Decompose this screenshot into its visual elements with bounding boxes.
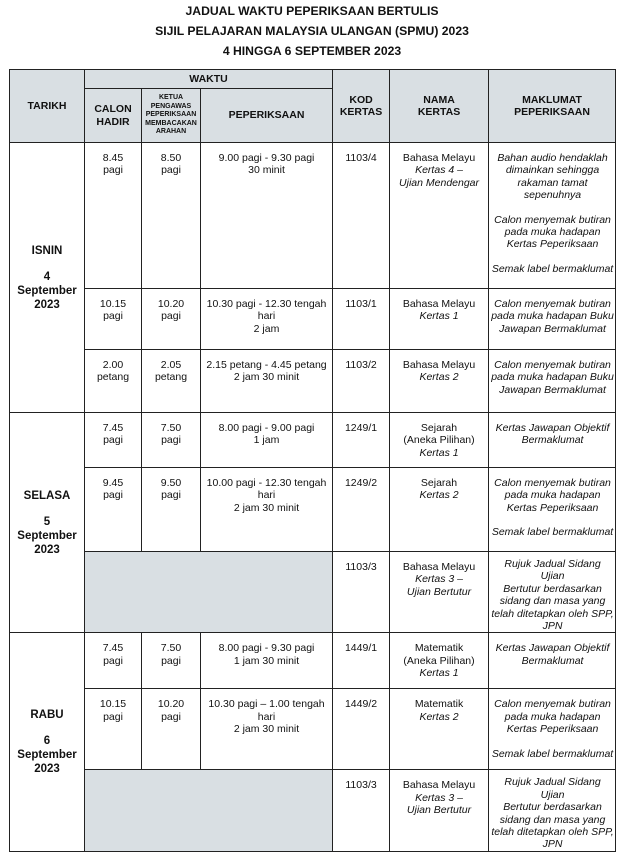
ketua-pengawas-cell: 9.50 pagi (142, 468, 201, 552)
maklumat-cell: Calon menyemak butiran pada muka hadapan Buku Jawapan Bermaklumat (489, 350, 616, 413)
header-ketua-pengawas: KETUA PENGAWAS PEPERIKSAAN MEMBACAKAN ARAHAN (142, 89, 201, 143)
kod-kertas-cell: 1103/1 (333, 289, 390, 350)
table-row (10, 289, 616, 350)
ketua-pengawas-cell: 10.20 pagi (142, 289, 201, 350)
empty-time-cell (85, 552, 333, 633)
nama-kertas-cell: Bahasa Melayu Kertas 1 (390, 289, 489, 350)
maklumat-cell: Rujuk Jadual Sidang Ujian Bertutur berdasarkan sidang dan masa yang telah ditetapkan oleh SPP, JPN (489, 770, 616, 851)
nama-kertas-cell: Bahasa Melayu Kertas 3 – Ujian Bertutur (390, 552, 489, 633)
nama-kertas-cell: Bahasa Melayu Kertas 2 (390, 350, 489, 413)
maklumat-cell: Rujuk Jadual Sidang Ujian Bertutur berdasarkan sidang dan masa yang telah ditetapkan oleh SPP, JPN (489, 552, 616, 633)
header-peperiksaan: PEPERIKSAAN (201, 89, 333, 143)
header-kod-kertas: KOD KERTAS (333, 70, 390, 143)
nama-kertas-cell: Sejarah Kertas 2 (390, 468, 489, 552)
peperiksaan-cell: 9.00 pagi - 9.30 pagi 30 minit (201, 143, 333, 289)
header-waktu: WAKTU (85, 70, 333, 89)
maklumat-cell: Kertas Jawapan Objektif Bermaklumat (489, 413, 616, 468)
table-row (10, 468, 616, 552)
empty-time-cell (85, 770, 333, 851)
ketua-pengawas-cell: 8.50 pagi (142, 143, 201, 289)
maklumat-cell: Calon menyemak butiran pada muka hadapan Kertas Peperiksaan Semak label bermaklumat (489, 689, 616, 770)
header-maklumat: MAKLUMAT PEPERIKSAAN (489, 70, 616, 143)
peperiksaan-cell: 10.30 pagi – 1.00 tengah hari 2 jam 30 minit (201, 689, 333, 770)
date-cell-rabu: RABU 6 September 2023 (10, 633, 85, 851)
calon-hadir-cell: 7.45 pagi (85, 413, 142, 468)
kod-kertas-cell: 1103/4 (333, 143, 390, 289)
calon-hadir-cell: 7.45 pagi (85, 633, 142, 689)
kod-kertas-cell: 1103/3 (333, 770, 390, 851)
exam-schedule-table (9, 69, 616, 852)
peperiksaan-cell: 10.30 pagi - 12.30 tengah hari 2 jam (201, 289, 333, 350)
page-title-line-1: JADUAL WAKTU PEPERIKSAAN BERTULIS (185, 4, 439, 18)
kod-kertas-cell: 1103/2 (333, 350, 390, 413)
table-row (10, 413, 616, 468)
table-row (10, 770, 616, 851)
peperiksaan-cell: 2.15 petang - 4.45 petang 2 jam 30 minit (201, 350, 333, 413)
calon-hadir-cell: 2.00 petang (85, 350, 142, 413)
nama-kertas-cell: Bahasa Melayu Kertas 4 – Ujian Mendengar (390, 143, 489, 289)
nama-kertas-cell: Matematik (Aneka Pilihan) Kertas 1 (390, 633, 489, 689)
header-calon-hadir: CALON HADIR (85, 89, 142, 143)
kod-kertas-cell: 1449/1 (333, 633, 390, 689)
nama-kertas-cell: Sejarah (Aneka Pilihan) Kertas 1 (390, 413, 489, 468)
ketua-pengawas-cell: 7.50 pagi (142, 633, 201, 689)
header-tarikh: TARIKH (10, 70, 85, 143)
nama-kertas-cell: Matematik Kertas 2 (390, 689, 489, 770)
header-nama-kertas: NAMA KERTAS (390, 70, 489, 143)
ketua-pengawas-cell: 10.20 pagi (142, 689, 201, 770)
maklumat-cell: Bahan audio hendaklah dimainkan sehingga rakaman tamat sepenuhnya Calon menyemak butiran pada muka hadapan Kertas Peperiksaan Semak label bermaklumat (489, 143, 616, 289)
peperiksaan-cell: 8.00 pagi - 9.30 pagi 1 jam 30 minit (201, 633, 333, 689)
table-row (10, 633, 616, 689)
kod-kertas-cell: 1449/2 (333, 689, 390, 770)
table-row (10, 350, 616, 413)
calon-hadir-cell: 10.15 pagi (85, 289, 142, 350)
peperiksaan-cell: 8.00 pagi - 9.00 pagi 1 jam (201, 413, 333, 468)
nama-kertas-cell: Bahasa Melayu Kertas 3 – Ujian Bertutur (390, 770, 489, 851)
kod-kertas-cell: 1249/2 (333, 468, 390, 552)
page-title-line-3: 4 HINGGA 6 SEPTEMBER 2023 (222, 44, 402, 58)
maklumat-cell: Calon menyemak butiran pada muka hadapan Buku Jawapan Bermaklumat (489, 289, 616, 350)
page-title-line-2: SIJIL PELAJARAN MALAYSIA ULANGAN (SPMU) 2023 (155, 24, 469, 38)
kod-kertas-cell: 1103/3 (333, 552, 390, 633)
peperiksaan-cell: 10.00 pagi - 12.30 tengah hari 2 jam 30 minit (201, 468, 333, 552)
maklumat-cell: Calon menyemak butiran pada muka hadapan Kertas Peperiksaan Semak label bermaklumat (489, 468, 616, 552)
maklumat-cell: Kertas Jawapan Objektif Bermaklumat (489, 633, 616, 689)
calon-hadir-cell: 9.45 pagi (85, 468, 142, 552)
ketua-pengawas-cell: 2.05 petang (142, 350, 201, 413)
ketua-pengawas-cell: 7.50 pagi (142, 413, 201, 468)
kod-kertas-cell: 1249/1 (333, 413, 390, 468)
table-row (10, 689, 616, 770)
date-cell-isnin: ISNIN 4 September 2023 (10, 143, 85, 413)
date-cell-selasa: SELASA 5 September 2023 (10, 413, 85, 633)
table-row (10, 552, 616, 633)
calon-hadir-cell: 8.45 pagi (85, 143, 142, 289)
table-row (10, 143, 616, 289)
calon-hadir-cell: 10.15 pagi (85, 689, 142, 770)
